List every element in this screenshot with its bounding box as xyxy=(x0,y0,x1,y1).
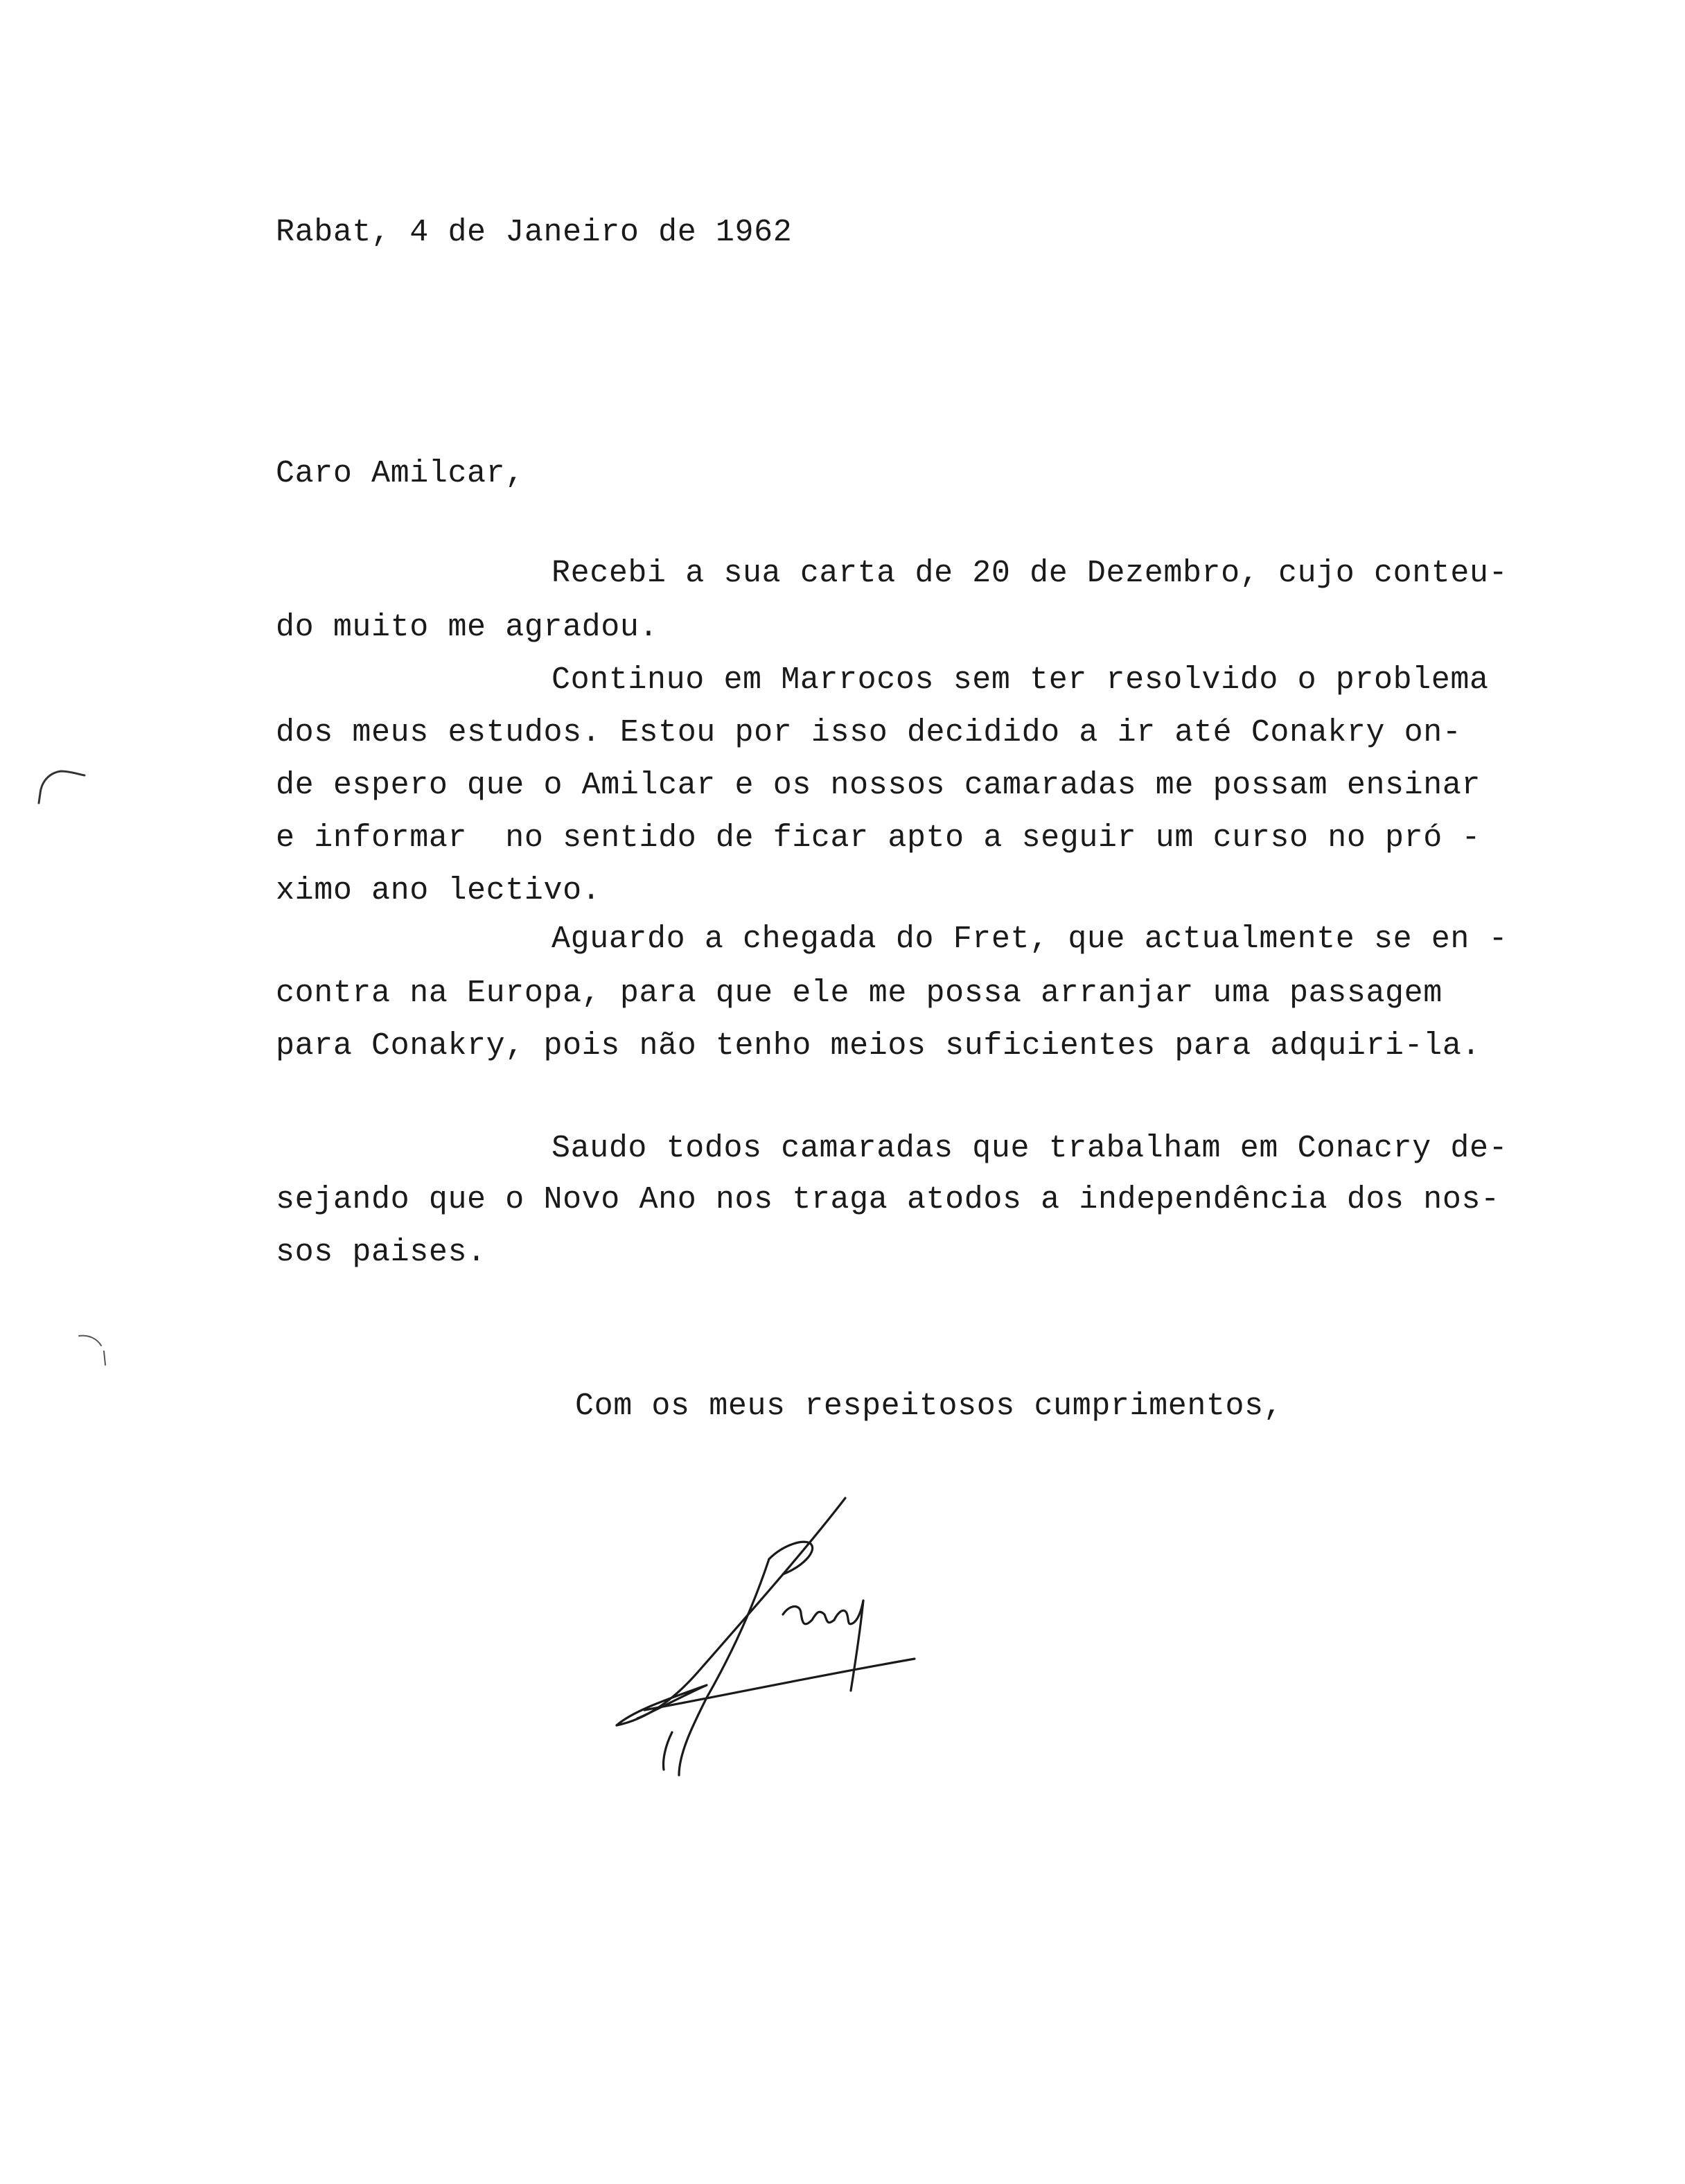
paragraph-2-line-1: Continuo em Marrocos sem ter resolvido o problema xyxy=(552,662,1489,698)
paragraph-2-line-4: e informar no sentido de ficar apto a seguir um curso no pró - xyxy=(276,820,1481,856)
paragraph-4-line-2: sejando que o Novo Ano nos traga atodos a independência dos nos- xyxy=(276,1182,1500,1217)
paragraph-3-line-3: para Conakry, pois não tenho meios suficientes para adquiri-la. xyxy=(276,1028,1481,1064)
paragraph-4-line-3: sos paises. xyxy=(276,1235,486,1270)
paragraph-2-line-5: ximo ano lectivo. xyxy=(276,873,601,908)
paragraph-2-line-2: dos meus estudos. Estou por isso decidido a ir até Conakry on- xyxy=(276,715,1462,750)
paragraph-3-line-2: contra na Europa, para que ele me possa arranjar uma passagem xyxy=(276,976,1443,1011)
date-line: Rabat, 4 de Janeiro de 1962 xyxy=(276,215,793,250)
paragraph-3-line-1: Aguardo a chegada do Fret, que actualmente se en - xyxy=(552,922,1508,957)
closing-line: Com os meus respeitosos cumprimentos, xyxy=(575,1389,1283,1424)
stray-mark-left xyxy=(36,766,91,807)
stray-mark-left-lower xyxy=(76,1330,111,1372)
paragraph-2-line-3: de espero que o Amilcar e os nossos camaradas me possam ensinar xyxy=(276,768,1481,803)
paragraph-1-line-1: Recebi a sua carta de 20 de Dezembro, cujo conteu- xyxy=(552,556,1508,591)
paragraph-4-line-1: Saudo todos camaradas que trabalham em Conacry de- xyxy=(552,1131,1508,1166)
paragraph-1-line-2: do muito me agradou. xyxy=(276,610,659,645)
salutation: Caro Amilcar, xyxy=(276,456,524,491)
handwritten-signature xyxy=(596,1490,956,1795)
